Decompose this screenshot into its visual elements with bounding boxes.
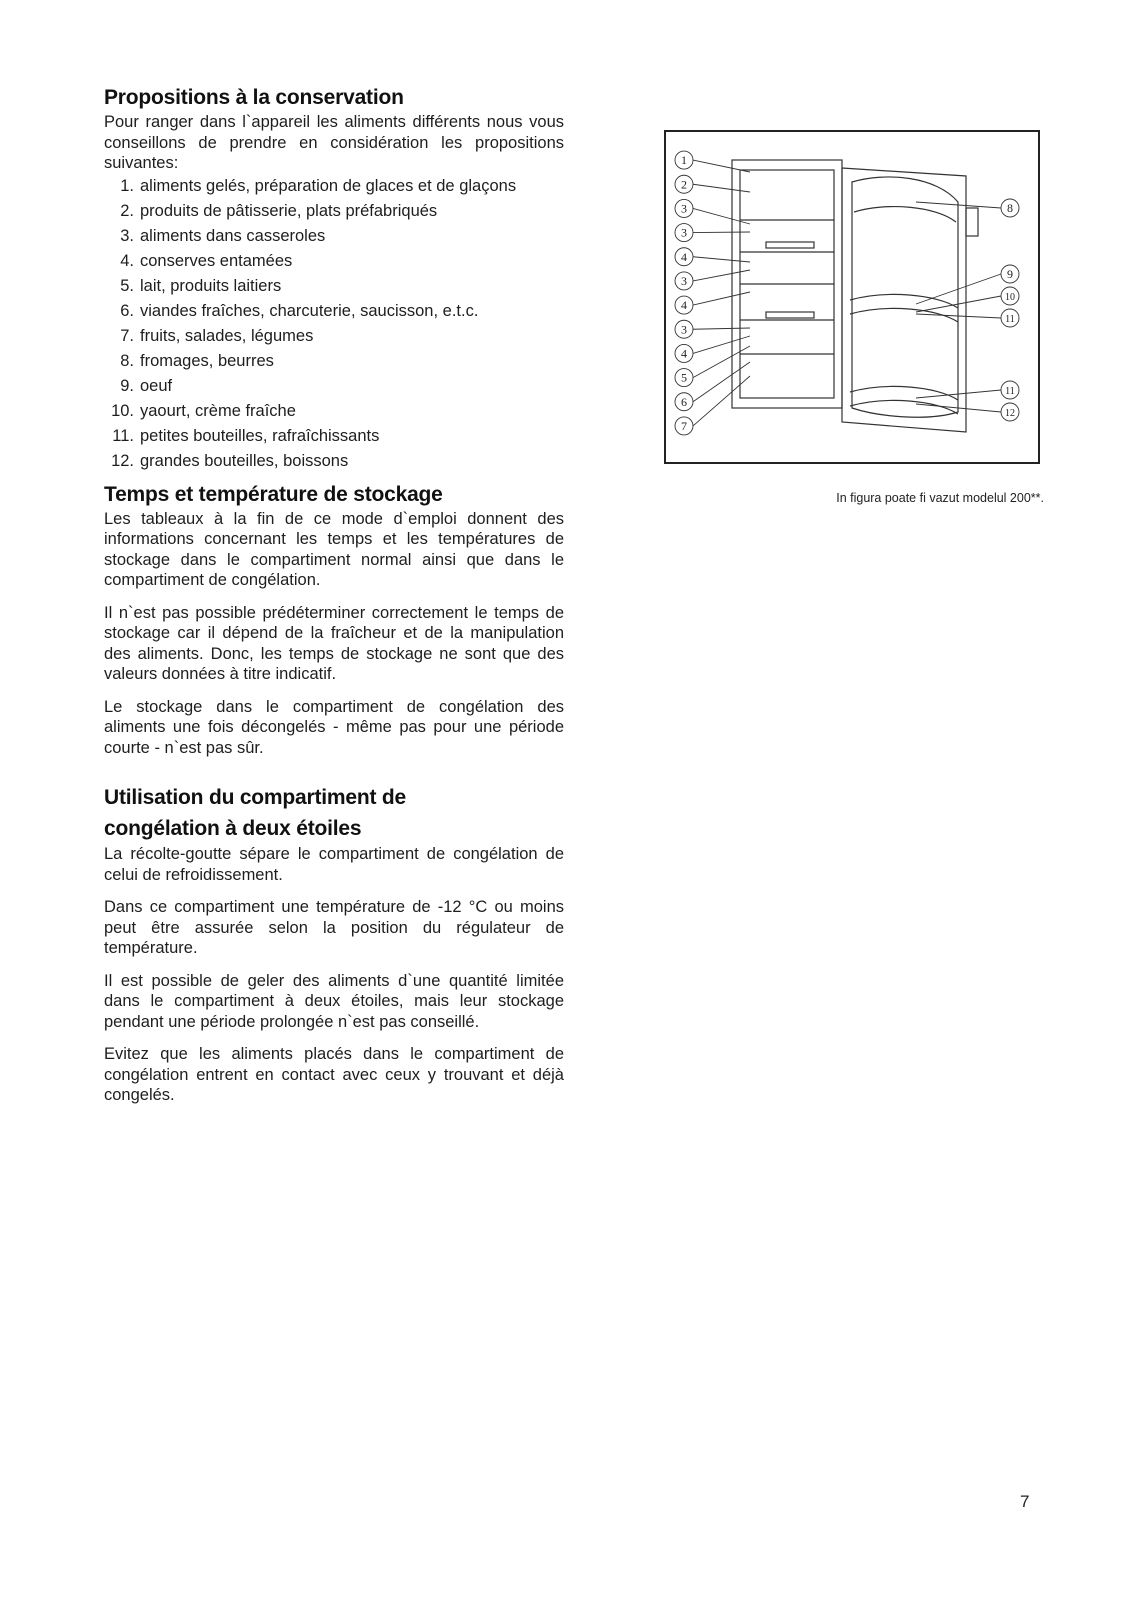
list-item: 9. oeuf: [120, 376, 173, 395]
list-item: 6. viandes fraîches, charcuterie, saucisson, e.t.c.: [120, 301, 479, 320]
callout-number: 4: [681, 346, 687, 361]
heading-conservation: Propositions à la conservation: [104, 86, 404, 109]
paragraph: Les tableaux à la fin de ce mode d`emploi donnent des informations concernant les temps et les températures de stockage dans le compartiment normal ainsi que dans le compartiment de congélation.: [104, 509, 564, 589]
callout-number: 6: [681, 394, 687, 409]
list-item: 7. fruits, salades, légumes: [120, 326, 314, 345]
list-item: 2. produits de pâtisserie, plats préfabriqués: [120, 201, 438, 220]
list-item: 4. conserves entamées: [120, 251, 293, 270]
callout-number: 3: [681, 225, 687, 240]
leader-line: [693, 292, 750, 305]
text-column: [104, 84, 564, 1118]
shelf-lip: [766, 242, 814, 248]
left-callouts: [675, 151, 750, 435]
leader-line: [693, 208, 750, 224]
paragraph: Il n`est pas possible prédéterminer correctement le temps de stockage car il dépend de la fraîcheur et de la manipulation des aliments. Donc, les temps de stockage ne sont que des valeurs données à titre indicatif.: [104, 603, 564, 683]
list-item: 11. petites bouteilles, rafraîchissants: [112, 426, 380, 445]
paragraph: Dans ce compartiment une température de -12 °C ou moins peut être assurée selon la position du régulateur de température.: [104, 898, 564, 957]
list-item: 10. yaourt, crème fraîche: [111, 401, 296, 420]
leader-line: [693, 376, 750, 426]
leader-line: [693, 362, 750, 402]
list-item: 5. lait, produits laitiers: [120, 276, 282, 295]
paragraph: Evitez que les aliments placés dans le compartiment de congélation entrent en contact avec ceux y trouvant et déjà congelés.: [104, 1045, 564, 1104]
section-freezer-use: [104, 782, 564, 1106]
callout-number: 9: [1007, 267, 1013, 281]
callout-number: 11: [1005, 386, 1015, 397]
callout-number: 10: [1005, 292, 1015, 303]
callout-number: 5: [681, 370, 687, 385]
figure-caption: In figura poate fi vazut modelul 200**.: [836, 491, 1044, 505]
intro-paragraph: Pour ranger dans l`appareil les aliments différents nous vous conseillons de prendre en considération les propositions suivantes:: [104, 113, 564, 172]
door-shelf: [850, 386, 958, 400]
door-shelf: [854, 207, 956, 222]
door-shelf: [850, 294, 958, 308]
callout-number: 1: [681, 153, 687, 168]
leader-line: [693, 270, 750, 281]
paragraph: Le stockage dans le compartiment de congélation des aliments une fois décongelés - même pas pour une période courte - n`est pas sûr.: [104, 697, 564, 757]
list-item: 3. aliments dans casseroles: [120, 226, 326, 245]
callout-number: 12: [1005, 408, 1015, 419]
leader-line: [693, 328, 750, 329]
callout-number: 3: [681, 322, 687, 337]
door-outline: [842, 168, 966, 432]
callout-number: 3: [681, 273, 687, 288]
heading-freezer-use: Utilisation du compartiment de congélation à deux étoiles: [104, 786, 407, 840]
leader-line: [693, 257, 750, 262]
section-storage-time: [104, 481, 564, 759]
leader-line: [693, 160, 750, 172]
list-item: 8. fromages, beurres: [120, 351, 274, 370]
paragraph: Il est possible de geler des aliments d`une quantité limitée dans le compartiment à deux étoiles, mais leur stockage pendant une période prolongée n`est pas conseillé.: [104, 971, 564, 1031]
callout-number: 8: [1007, 201, 1013, 215]
door-inner: [852, 177, 958, 417]
page-number: 7: [1020, 1492, 1030, 1511]
storage-list: [104, 176, 564, 471]
callout-number: 4: [681, 298, 687, 313]
callout-number: 2: [681, 177, 687, 192]
door-handle: [966, 208, 978, 236]
list-item: 12. grandes bouteilles, boissons: [111, 451, 349, 470]
right-callouts: [916, 199, 1019, 421]
callout-number: 11: [1005, 314, 1015, 325]
paragraph: La récolte-goutte sépare le compartiment de congélation de celui de refroidissement.: [104, 845, 564, 884]
heading-storage-time: Temps et température de stockage: [104, 482, 443, 506]
section-conservation: [104, 84, 564, 471]
leader-line: [693, 232, 750, 233]
callout-number: 3: [681, 201, 687, 216]
leader-line: [693, 184, 750, 192]
callout-number: 7: [681, 418, 687, 433]
shelf-lip: [766, 312, 814, 318]
list-item: 1. aliments gelés, préparation de glaces et de glaçons: [120, 176, 517, 195]
fridge-diagram: [664, 130, 1040, 464]
callout-number: 4: [681, 249, 687, 264]
